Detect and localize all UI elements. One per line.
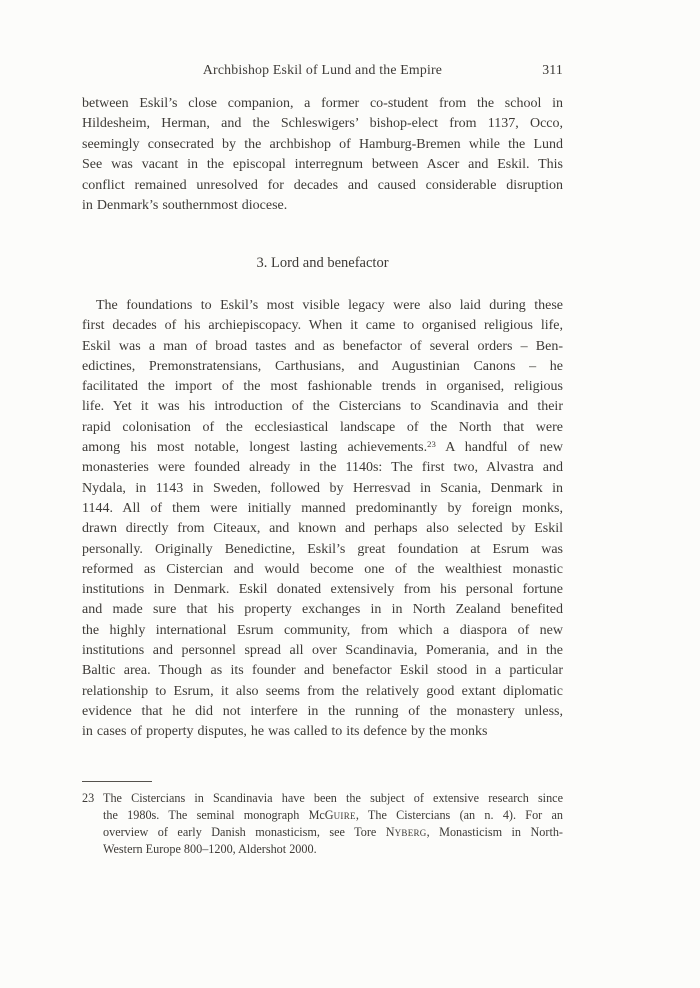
text-line: rapid colonisation of the ecclesiastical landscape of the North that were: [82, 419, 563, 435]
text-line: and made sure that his property exchanges in in North Zealand benefited: [82, 602, 563, 618]
text-line: edictines, Premonstratensians, Carthusians, and Augustinian Canons – he: [82, 358, 563, 374]
footnote-text: [103, 790, 563, 858]
text-line: life. Yet it was his introduction of the Cistercians to Scandinavia and their: [82, 399, 563, 415]
text-line: the highly international Esrum community, from which a diaspora of new: [82, 622, 563, 638]
footnote: [82, 790, 563, 858]
text-line: institutions and personnel spread all over Scandinavia, Pomerania, and in the: [82, 643, 563, 659]
text-line: drawn directly from Citeaux, and known and perhaps also selected by Eskil: [82, 521, 563, 537]
small-caps-name: uire: [333, 808, 356, 822]
text-line: personally. Originally Benedictine, Eskil’s great foundation at Esrum was: [82, 541, 563, 557]
text-line: facilitated the import of the most fashionable trends in organised, religious: [82, 379, 563, 395]
text-line: between Eskil’s close companion, a former co-student from the school in: [82, 96, 563, 111]
text-line: seemingly consecrated by the archbishop of Hamburg-Bremen while the Lund: [82, 136, 563, 152]
paragraph-main: [82, 296, 563, 743]
text-line: Eskil was a man of broad tastes and as benefactor of several orders – Ben-: [82, 338, 563, 354]
text-line: in Denmark’s southernmost diocese.: [82, 198, 288, 214]
text-line: in cases of property disputes, he was called to its defence by the monks: [82, 724, 488, 740]
footnote-separator: [82, 781, 152, 782]
text-line: Western Europe 800–1200, Aldershot 2000.: [103, 842, 317, 856]
text-line: monasteries were founded already in the 1140s: The first two, Alvastra and: [82, 460, 563, 476]
footnote-number: 23: [82, 791, 95, 805]
text-line: 1144. All of them were initially manned predominantly by foreign monks,: [82, 500, 563, 516]
text-line: conflict remained unresolved for decades and caused considerable disruption: [82, 177, 563, 193]
text-line: first decades of his archiepiscopacy. When it came to organised religious life,: [82, 318, 563, 334]
text-line: The Cistercians in Scandinavia have been the subject of extensive research since: [103, 791, 563, 805]
page-number: 311: [542, 62, 563, 77]
small-caps-name: yberg: [394, 825, 427, 839]
text-line: among his most notable, longest lasting achievements.$^{23}$ A handful of new: [82, 438, 563, 456]
running-head-title: Archbishop Eskil of Lund and the Empire: [202, 62, 443, 77]
paragraph-continuation: [82, 94, 563, 216]
text-line: Baltic area. Though as its founder and benefactor Eskil stood in a particular: [82, 663, 563, 679]
text-line: Nydala, in 1143 in Sweden, followed by Herresvad in Scania, Denmark in: [82, 480, 563, 496]
text-line: The foundations to Eskil’s most visible legacy were also laid during these: [96, 298, 563, 313]
text-line: See was vacant in the episcopal interregnum between Ascer and Eskil. This: [82, 157, 563, 173]
text-line: evidence that he did not interfere in the running of the monastery unless,: [82, 703, 563, 719]
footnote-reference: 23: [427, 438, 436, 449]
text-line: institutions in Denmark. Eskil donated extensively from his personal fortune: [82, 582, 563, 598]
text-line: overview of early Danish monasticism, see Tore Nyberg, Monasticism in North-: [103, 825, 563, 839]
running-header: [82, 61, 563, 78]
text-line: the 1980s. The seminal monograph McGuire, The Cistercians (an n. 4). For an: [103, 808, 563, 822]
section-heading: 3. Lord and benefactor: [256, 255, 389, 271]
text-line: reformed as Cistercian and would become one of the wealthiest monastic: [82, 561, 563, 577]
text-line: relationship to Esrum, it also seems from the relatively good extant diplomatic: [82, 683, 563, 699]
text-line: Hildesheim, Herman, and the Schleswigers’ bishop-elect from 1137, Occo,: [82, 116, 563, 132]
